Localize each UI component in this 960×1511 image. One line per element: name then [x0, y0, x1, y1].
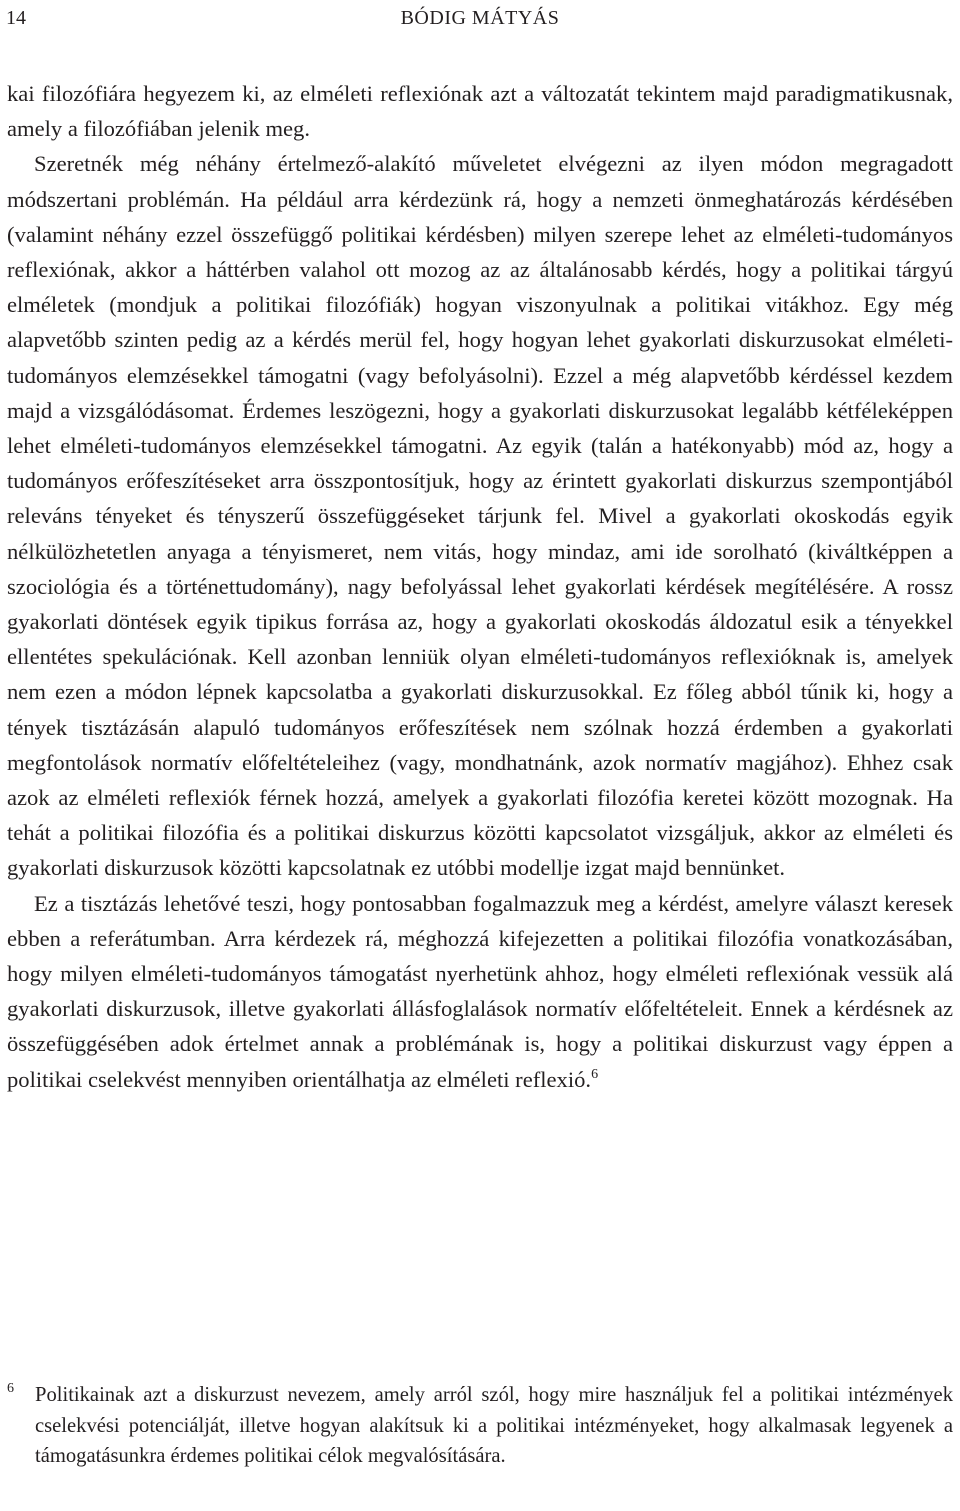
footnote [7, 1380, 953, 1472]
footnote-reference[interactable]: 6 [591, 1066, 599, 1082]
paragraph-text: kai filozófiára hegyezem ki, az elméleti reflexiónak azt a változatát tekintem majd paradigmatikusnak, amely a filozófiában jelenik meg. [7, 81, 953, 142]
paragraph-text: Ez a tisztázás lehetővé teszi, hogy pontosabban fogalmazzuk meg a kérdést, amelyre választ keresek ebben a referátumban. Arra kérdezek rá, méghozzá kifejezetten a politikai filozófia vonatkozásában, hogy milyen elméleti-tudományos támogatást nyerhetünk ahhoz, hogy elméleti reflexiónak vessük alá gyakorlati diskurzusok, illetve gyakorlati állásfoglalások normatív előfeltételeit. Ennek a kérdésnek az összefüggésében adok értelmet annak a problémának is, hogy a politikai diskurzust vagy éppen a politikai cselekvést mennyiben orientálhatja az elméleti reflexió. [7, 890, 953, 1092]
footnote-text: Politikainak azt a diskurzust nevezem, amely arról szól, hogy mire használjuk fel a politikai intézmények cselekvési potenciálját, illetve hogyan alakítsuk ki a politikai intézményeket, hogy alkalmasak legyenek a támogatásunkra érdemes politikai célok megvalósítására. [35, 1384, 953, 1468]
paragraph-continued [7, 76, 953, 146]
running-title: BÓDIG MÁTYÁS [400, 7, 560, 29]
running-head [6, 6, 954, 30]
footnotes [7, 1380, 953, 1472]
footnote-marker: 6 [7, 1381, 14, 1396]
paragraph [7, 886, 953, 1097]
body-text [7, 76, 953, 1097]
paragraph-text: Szeretnék még néhány értelmező-alakító műveletet elvégezni az ilyen módon megragadott módszertani problémán. Ha például arra kérdezünk rá, hogy a nemzeti önmeghatározás kérdésében (valamint néhány ezzel összefüggő politikai kérdésben) milyen szerepe lehet az elméleti-tudományos reflexiónak, akkor a háttérben valahol ott mozog az az általánosabb kérdés, hogy a politikai tárgyú elméletek (mondjuk a politikai filozófiák) hogyan viszonyulnak a politikai vitákhoz. Egy még alapvetőbb szinten pedig az a kérdés merül fel, hogy hogyan lehet gyakorlati diskurzusokat elméleti-tudományos elemzésekkel támogatni (vagy befolyásolni). Ezzel a még alapvetőbb kérdéssel kezdem majd a vizsgálódásomat. Érdemes leszögezni, hogy a gyakorlati diskurzusokat legalább kétféleképpen lehet elméleti-tudományos elemzésekkel támogatni. Az egyik (talán a hatékonyabb) mód az, hogy a tudományos erőfeszítéseket arra összpontosítjuk, hogy az érintett gyakorlati diskurzus szempontjából releváns tényeket és tényszerű összefüggéseket tárjunk fel. Mivel a gyakorlati okoskodás egyik nélkülözhetetlen anyaga a tényismeret, nem vitás, hogy mindaz, ami ide sorolható (kiváltképpen a szociológia és a történettudomány), nagy befolyással lehet gyakorlati kérdések megítélésére. A rossz gyakorlati döntések egyik tipikus forrása az, hogy a gyakorlati okoskodás áldozatul esik a tényekkel ellentétes spekulációnak. Kell azonban lenniük olyan elméleti-tudományos reflexióknak is, amelyek nem ezen a módon lépnek kapcsolatba a gyakorlati diskurzusokkal. Ez főleg abból tűnik ki, hogy a tények tisztázásán alapuló tudományos erőfeszítések nem szólnak hozzá érdemben a gyakorlati megfontolások normatív előfeltételeihez (vagy, mondhatnánk, azok normatív magjához). Ehhez csak azok az elméleti reflexiók férnek hozzá, amelyek a gyakorlati filozófia keretei között mozognak. Ha tehát a politikai filozófia és a politikai diskurzus közötti kapcsolatot vizsgáljuk, akkor az elméleti és gyakorlati diskurzusok közötti kapcsolatnak ez utóbbi modellje izgat majd bennünket. [7, 151, 953, 881]
paragraph [7, 146, 953, 885]
page-number: 14 [6, 7, 26, 29]
